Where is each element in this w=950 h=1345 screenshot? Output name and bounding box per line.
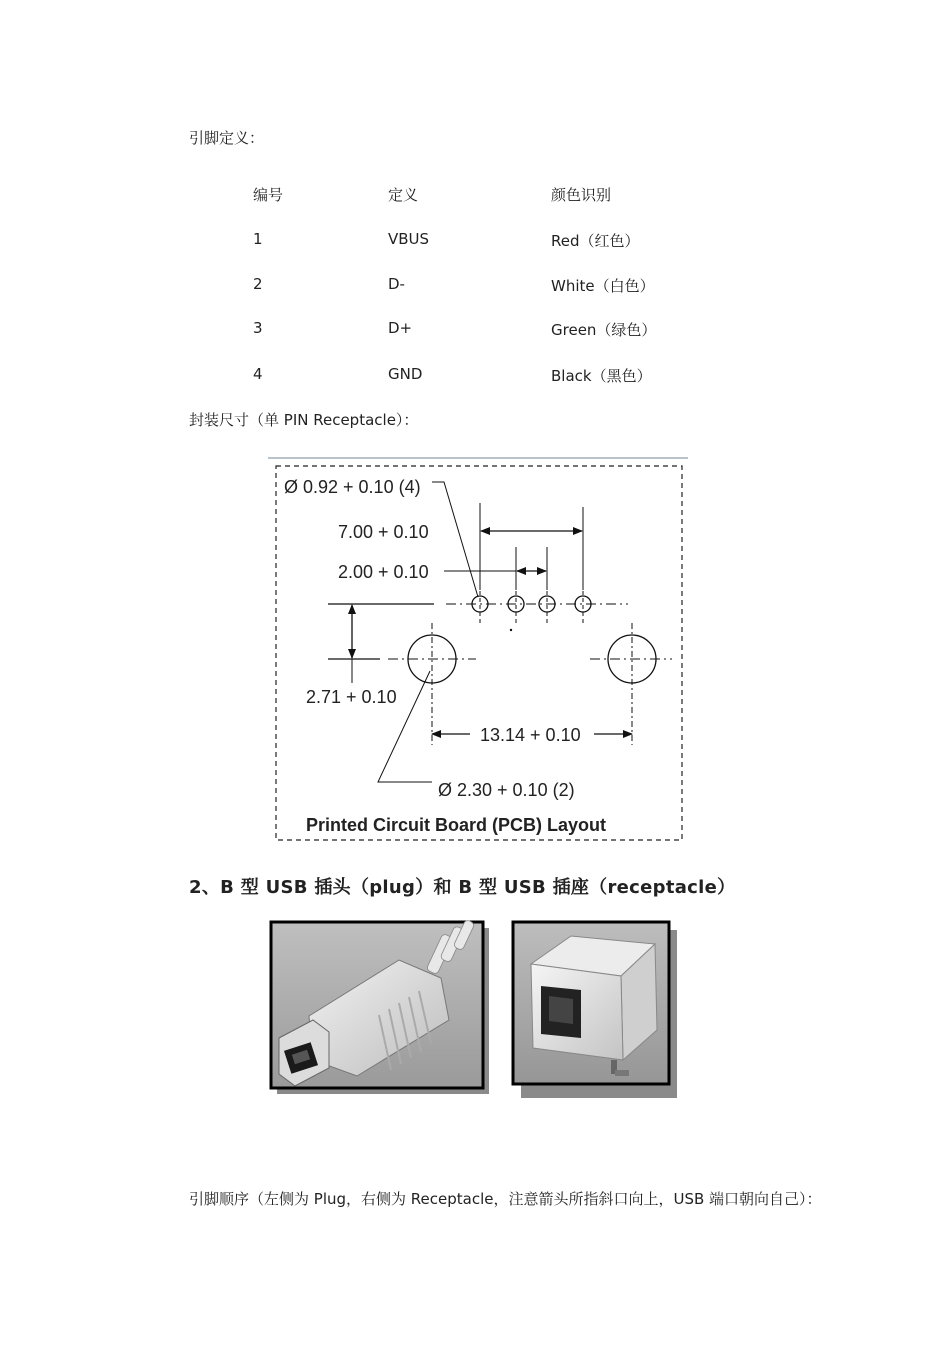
usb-b-plug-photo <box>269 920 491 1096</box>
usb-b-receptacle-photo <box>511 920 679 1100</box>
pin-definition-label: 引脚定义： <box>189 129 265 147</box>
table-cell: 1 <box>253 230 263 248</box>
table-cell: Green（绿色） <box>551 321 657 339</box>
table-cell: Black（黑色） <box>551 367 652 385</box>
pin-table <box>0 0 950 400</box>
table-cell: 2 <box>253 275 263 293</box>
table-cell: D- <box>388 275 405 293</box>
pin-order-text: 引脚顺序（左侧为 Plug，右侧为 Receptacle，注意箭头所指斜口向上，USB 端口朝向自己）： <box>189 1190 822 1208</box>
table-cell: 3 <box>253 319 263 337</box>
dim-271-label: 2.71 + 0.10 <box>306 687 397 707</box>
table-cell: Red（红色） <box>551 232 640 250</box>
table-cell: D+ <box>388 319 413 337</box>
dim-1314-label: 13.14 + 0.10 <box>480 725 581 745</box>
dim-large-diameter-label: Ø 2.30 + 0.10 (2) <box>438 780 575 800</box>
dim-200-label: 2.00 + 0.10 <box>338 562 429 582</box>
pcb-caption: Printed Circuit Board (PCB) Layout <box>306 815 607 835</box>
dim-small-diameter-label: Ø 0.92 + 0.10 (4) <box>284 477 421 497</box>
table-cell: VBUS <box>388 230 430 248</box>
table-cell: 4 <box>253 365 263 383</box>
table-header: 定义 <box>388 186 419 204</box>
small-diameter-leader <box>432 482 478 597</box>
pcb-layout-figure <box>266 455 690 845</box>
table-header: 颜色识别 <box>551 186 612 204</box>
table-cell: GND <box>388 365 423 383</box>
table-cell: White（白色） <box>551 277 655 295</box>
small-holes <box>472 591 591 631</box>
table-header: 编号 <box>253 186 284 204</box>
dim-700-label: 7.00 + 0.10 <box>338 522 429 542</box>
section-2-heading: 2、B 型 USB 插头（plug）和 B 型 USB 插座（receptacle） <box>189 877 736 898</box>
package-size-label: 封装尺寸（单 PIN Receptacle）： <box>189 411 419 429</box>
